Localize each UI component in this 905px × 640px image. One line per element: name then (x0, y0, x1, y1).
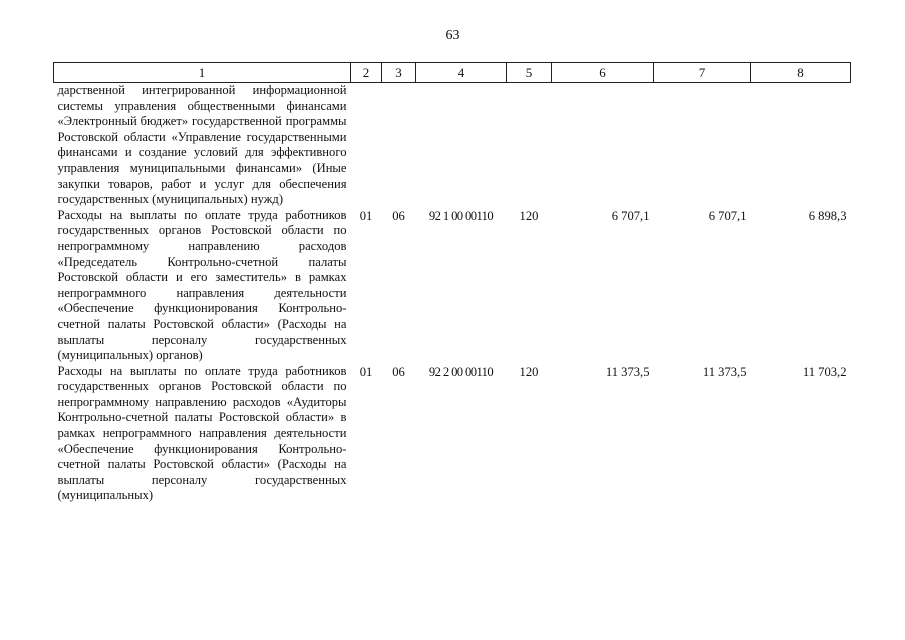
row-expense-type-code (507, 83, 552, 208)
row-description: Расходы на выплаты по оплате труда работников государственных органов Ростовской области по непрограммному направлению расходов «Председатель Контрольно-счетной палаты Ростовской области и его заместитель» в рамках непрограммного направления деятельности «Обеспечение функционирования Контрольно-счетной палаты Ростовской области» (Расходы на выплаты персоналу государственных (муниципальных) органов) (57, 207, 347, 363)
row-target-article-code: 92 2 00 00110 (428, 364, 494, 379)
row-amount-year-3 (751, 83, 851, 208)
header-cell-col-6: 6 (552, 63, 654, 83)
row-expense-type-code: 120 (519, 208, 539, 223)
row-target-article-code: 92 1 00 00110 (428, 208, 494, 223)
row-amount-year-2: 11 373,5 (702, 364, 747, 379)
row-description: Расходы на выплаты по оплате труда работников государственных органов Ростовской области по непрограммному направлению расходов «Аудиторы Контрольно-счетной палаты Ростовской области» в рамках непрограммного направления деятельности «Обеспечение функционирования Контрольно-счетной палаты Ростовской области» (Расходы на выплаты персоналу государственных (муниципальных) (57, 363, 347, 503)
row-amount-year-2: 6 707,1 (708, 208, 747, 223)
table-row (54, 364, 851, 504)
row-amount-year-1 (552, 83, 654, 208)
row-description: дарственной интегрированной информационной системы управления общественными финансами «Электронный бюджет» государственной программы Ростовской области «Управление государственными финансами и создание условий для эффективного управления муниципальными финансами» (Иные закупки товаров, работ и услуг для обеспечения государственных (муниципальных) нужд) (57, 83, 347, 207)
row-amount-year-2 (654, 83, 751, 208)
header-cell-col-4: 4 (416, 63, 507, 83)
row-amount-year-1: 11 373,5 (605, 364, 650, 379)
table-header-row (54, 63, 851, 83)
header-cell-col-2: 2 (351, 63, 382, 83)
header-cell-col-1: 1 (54, 63, 351, 83)
header-cell-col-8: 8 (751, 63, 851, 83)
row-expense-type-code: 120 (519, 364, 539, 379)
row-amount-year-3: 11 703,2 (802, 364, 847, 379)
row-target-article-code (416, 83, 507, 208)
header-cell-col-3: 3 (382, 63, 416, 83)
row-subsection-code: 06 (392, 208, 405, 223)
table-row (54, 208, 851, 364)
page-number: 63 (445, 28, 460, 43)
row-amount-year-1: 6 707,1 (611, 208, 650, 223)
header-cell-col-5: 5 (507, 63, 552, 83)
header-cell-col-7: 7 (654, 63, 751, 83)
row-subsection-code: 06 (392, 364, 405, 379)
row-section-code: 01 (359, 208, 373, 223)
budget-table-container (53, 62, 850, 504)
row-amount-year-3: 6 898,3 (808, 208, 847, 223)
row-subsection-code (382, 83, 416, 208)
row-section-code: 01 (359, 364, 373, 379)
table-row (54, 83, 851, 208)
budget-table (53, 62, 851, 504)
row-section-code (351, 83, 382, 208)
